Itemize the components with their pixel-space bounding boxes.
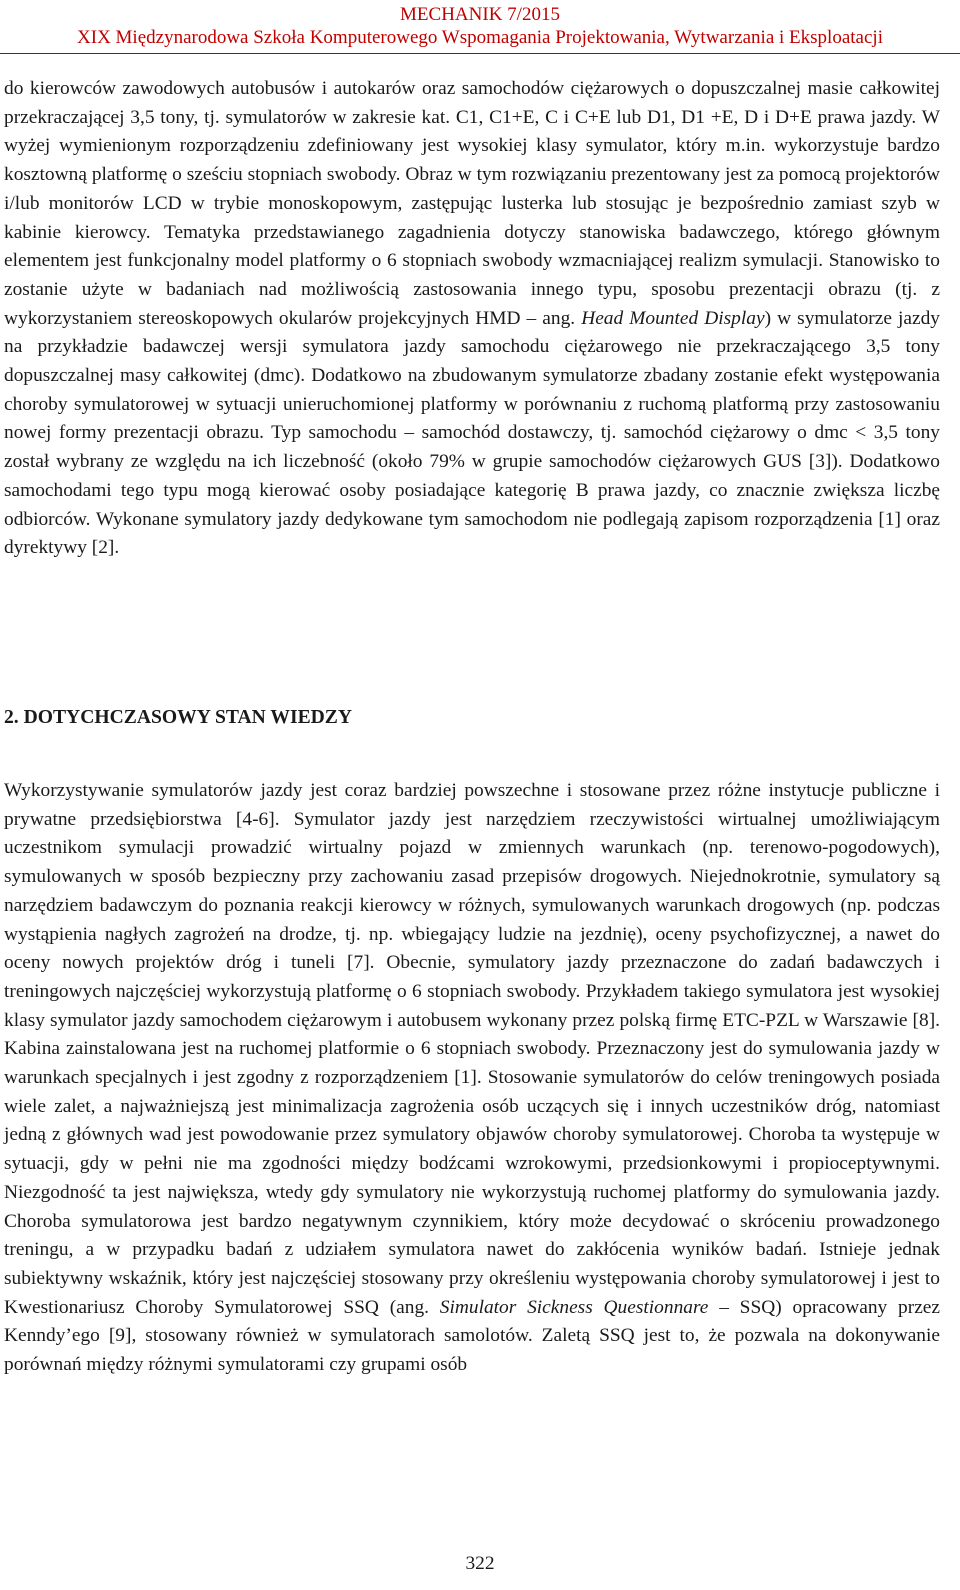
paragraph-2-text-a: Wykorzystywanie symulatorów jazdy jest coraz bardziej powszechne i stosowane przez różne instytucje publiczne i prywatne przedsiębiorstwa [4-6]. Symulator jazdy jest narzędziem rzeczywistości wirtualnej umożliwiającym uczestnikom symulacji prowadzić wirtualny pojazd w zmiennych warunkach (np. terenowo-pogodowych), symulowanych w sposób bezpieczny przy zachowaniu zasad przepisów drogowych. Niejednokrotnie, symulatory są narzędziem badawczym do poznania reakcji kierowcy w różnych, symulowanych warunkach drogowych (np. podczas wystąpienia nagłych zagrożeń na drodze, tj. np. wbiegający ludzie na jezdnię), oceny psychofizycznej, a nawet do oceny nowych projektów dróg i tuneli [7]. Obecnie, symulatory jazdy przeznaczone do zadań badawczych i treningowych najczęściej wykorzystują platformę o 6 stopniach swobody. Przykładem takiego symulatora jest wysokiej klasy symulator jazdy samochodem ciężarowym i autobusem wykonany przez polską firmę ETC-PZL w Warszawie [8]. Kabina zainstalowana jest na ruchomej platformie o 6 stopniach swobody. Przeznaczony jest do symulowania jazdy w warunkach specjalnych i jest zgodny z rozporządzeniem [1]. Stosowanie symulatorów do celów treningowych posiada wiele zalet, a najważniejszą jest minimalizacja zagrożenia osób uczących się i innych uczestników dróg, natomiast jedną z głównych wad jest powodowanie przez symulatory objawów choroby symulatorowej. Choroba ta występuje w sytuacji, gdy w pełni nie ma zgodności między bodźcami wzrokowymi, przedsionkowymi i propioceptywnymi. Niezgodność ta jest największa, wtedy gdy symulatory nie wykorzystują ruchomej platformy do symulowania jazdy. Choroba symulatorowa jest bardzo negatywnym czynnikiem, który może decydować o skróceniu prowadzonego treningu, a w przypadku badań z udziałem symulatora nawet do zakłócenia wyników badań. Istnieje jednak subiektywny wskaźnik, który jest najczęściej stosowany przy określeniu występowania choroby symulatorowej i jest to Kwestionariusz Choroby Symulatorowej SSQ (ang. [4,780,940,1318]
paragraph-1-italic-term: Head Mounted Display [581,307,765,329]
paragraph-2-text-b: – SSQ) opracowany przez Kenndy’ego [9], stosowany również w symulatorach samolotów. Zaletą SSQ jest to, że pozwala na dokonywanie porównań między różnymi symulatorami czy grupami osób [4,1296,941,1376]
paragraph-1-text-a: do kierowców zawodowych autobusów i autokarów oraz samochodów ciężarowych o dopuszczalnej masie całkowitej przekraczającej 3,5 tony, tj. symulatorów w zakresie kat. C1, C1+E, C i C+E lub D1, D1 +E, D i D+E prawa jazdy. W wyżej wymienionym rozporządzeniu zdefiniowany jest wysokiej klasy symulator, który m.in. wykorzystuje bardzo kosztowną platformę o sześciu stopniach swobody. Obraz w tym rozwiązaniu prezentowany jest za pomocą projektorów i/lub monitorów LCD w trybie monoskopowym, zastępując lusterka lub stosując je bezpośrednio zamiast szyb w kabinie kierowcy. Tematyka przedstawianego zagadnienia dotyczy stanowiska badawczego, którego głównym elementem jest funkcjonalny model platformy o 6 stopniach swobody wzmacniającej realizm symulacji. Stanowisko to zostanie użyte w badaniach nad możliwością zastosowania innego typu, sposobu prezentacji obrazu (tj. z wykorzystaniem stereoskopowych okularów projekcyjnych HMD – ang. [4,78,940,329]
paragraph-1-text-b: ) w symulatorze jazdy na przykładzie badawczej wersji symulatora jazdy samochodu ciężarowego nie przekraczającego 3,5 tony dopuszczalnej masy całkowitej (dmc). Dodatkowo na zbudowanym symulatorze zbadany zostanie efekt występowania choroby symulatorowej w sytuacji unieruchomionej platformy w porównaniu z ruchomą platformą przy zastosowaniu nowej formy prezentacji obrazu. Typ samochodu – samochód dostawczy, tj. samochód ciężarowy o dmc < 3,5 tony został wybrany ze względu na ich liczebność (około 79% w grupie samochodów ciężarowych GUS [3]). Dodatkowo samochodami tego typu mogą kierować osoby posiadające kategorię B prawa jazdy, co znacznie zwiększa liczbę odbiorców. Wykonane symulatory jazdy dedykowane tym samochodom nie podlegają zapisom rozporządzenia [1] oraz dyrektywy [2]. [4,307,940,559]
body-paragraph-2 [4,777,940,1380]
header-divider [0,53,960,54]
paragraph-2-italic-term: Simulator Sickness Questionnare [439,1296,709,1318]
section-heading: 2. DOTYCHCZASOWY STAN WIEDZY [4,707,353,728]
body-paragraph-1 [4,75,940,563]
page-number: 322 [465,1553,495,1574]
conference-title: XIX Międzynarodowa Szkoła Komputerowego Wspomagania Projektowania, Wytwarzania i Eksploatacji [77,27,883,48]
journal-title: MECHANIK 7/2015 [400,4,560,25]
